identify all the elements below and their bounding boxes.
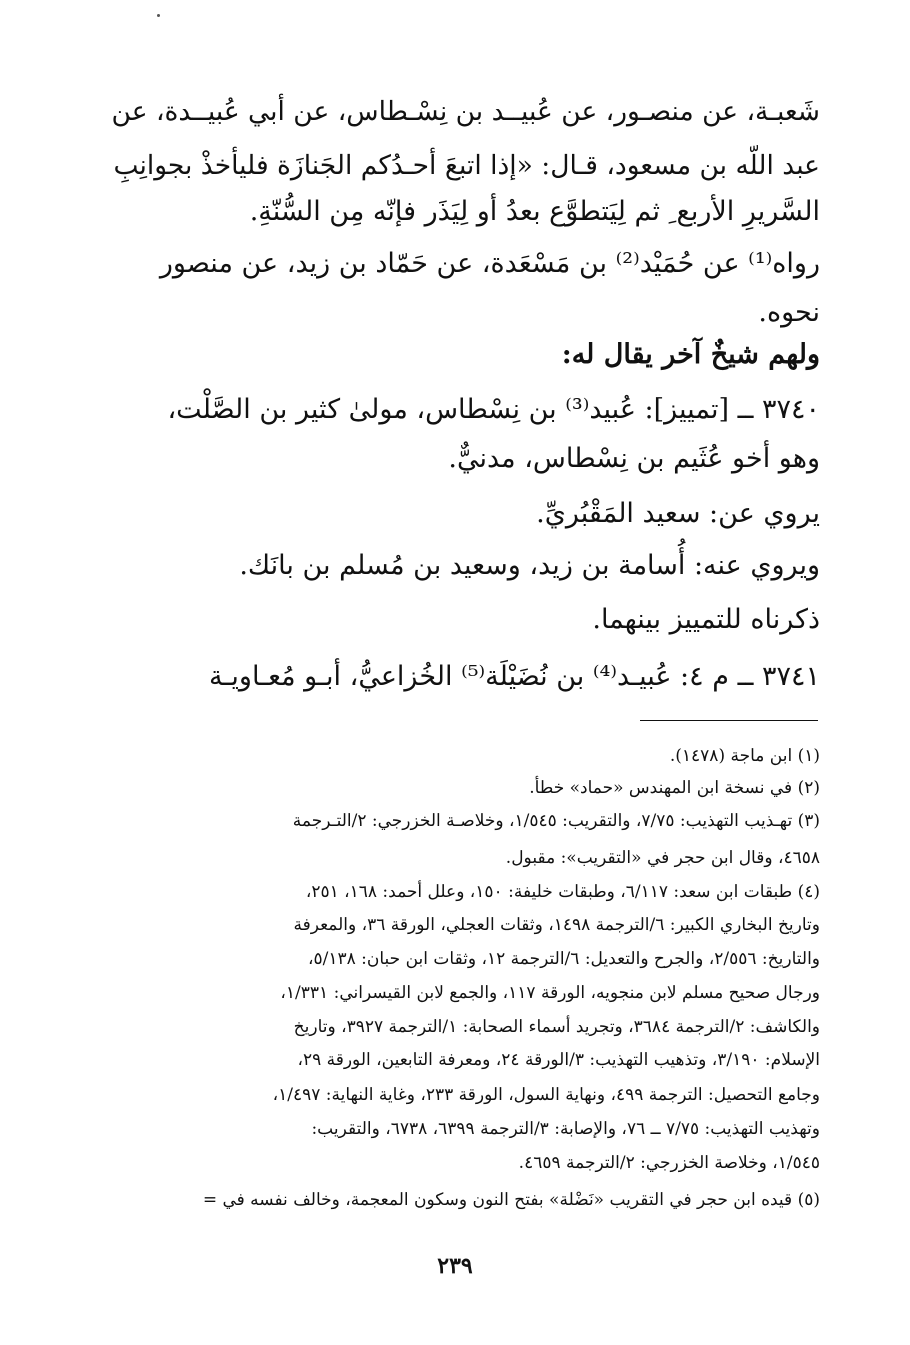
- text-line: شَعبـة، عن منصـور، عن عُبيــد بن نِسْـطاس، عن أبي عُبيــدة، عن: [111, 96, 820, 127]
- text-line: نحوه.: [758, 297, 820, 328]
- footnote-5: (٥) قيده ابن حجر في التقريب «نَضْلة» بفتح النون وسكون المعجمة، وخالف نفسه في =: [202, 1190, 820, 1210]
- text-line: السَّريرِ الأربع ِ ثم لِيَتطوَّع بعدُ أو لِيَذَر فإنّه مِن السُّنّةِ.: [249, 196, 820, 227]
- footnote-line: والكاشف: ٢/الترجمة ٣٦٨٤، وتجريد أسماء الصحابة: ١/الترجمة ٣٩٢٧، وتاريخ: [293, 1017, 820, 1037]
- footnote-2: (٢) في نسخة ابن المهندس «حماد» خطأ.: [529, 778, 820, 798]
- narrates-from: يروي عن: سعيد المَقْبُريِّ.: [536, 498, 820, 529]
- footnote-4: (٤) طبقات ابن سعد: ٦/١١٧، وطبقات خليفة: ١٥٠، وعلل أحمد: ١٦٨، ٢٥١،: [305, 882, 820, 902]
- footnote-separator: [640, 720, 818, 721]
- entry-3741-title: ٣٧٤١ ــ م ٤: عُبيـد⁽⁴⁾ بن نُضَيْلَة⁽⁵⁾ الخُزاعيُّ، أبـو مُعـاويـة: [209, 661, 820, 692]
- text-line: ذكرناه للتمييز بينهما.: [592, 604, 820, 635]
- text-line: وهو أخو عُثَيم بن نِسْطاس، مدنيٌّ.: [448, 443, 820, 474]
- entry-3740-title: ٣٧٤٠ ــ [تمييز]: عُبيد⁽³⁾ بن نِسْطاس، مولىٰ كثير بن الصَّلْت،: [167, 394, 820, 425]
- footnote-3: (٣) تهـذيب التهذيب: ٧/٧٥، والتقريب: ١/٥٤٥، وخلاصـة الخزرجي: ٢/التـرجمة: [292, 811, 820, 831]
- footnote-line: وتاريخ البخاري الكبير: ٦/الترجمة ١٤٩٨، وثقات العجلي، الورقة ٣٦، والمعرفة: [293, 915, 820, 935]
- footnote-line: والتاريخ: ٢/٥٥٦، والجرح والتعديل: ٦/الترجمة ١٢، وثقات ابن حبان: ٥/١٣٨،: [307, 949, 820, 969]
- section-heading: ولهم شيخٌ آخر يقال له:: [561, 339, 820, 370]
- footnote-line: ٤٦٥٨، وقال ابن حجر في «التقريب»: مقبول.: [505, 848, 820, 868]
- text-line: عبد اللّه بن مسعود، قـال: «إذا اتبعَ أحـدُكم الجَنازَة فليأخذْ بجوانِبِ: [113, 150, 820, 181]
- footnote-line: الإسلام: ٣/١٩٠، وتذهيب التهذيب: ٣/الورقة ٢٤، ومعرفة التابعين، الورقة ٢٩،: [297, 1050, 820, 1070]
- footnote-line: ورجال صحيح مسلم لابن منجويه، الورقة ١١٧، والجمع لابن القيسراني: ١/٣٣١،: [280, 983, 820, 1003]
- scan-speck: [157, 14, 160, 17]
- page-number: ٢٣٩: [437, 1253, 473, 1279]
- footnote-1: (١) ابن ماجة (١٤٧٨).: [669, 746, 820, 766]
- text-line: رواه⁽¹⁾ عن حُمَيْد⁽²⁾ بن مَسْعَدة، عن حَمّاد بن زيد، عن منصور: [159, 248, 820, 279]
- narrated-by: ويروي عنه: أُسامة بن زيد، وسعيد بن مُسلم بن بانَك.: [239, 550, 820, 581]
- footnote-line: ١/٥٤٥، وخلاصة الخزرجي: ٢/الترجمة ٤٦٥٩.: [518, 1153, 820, 1173]
- footnote-line: وتهذيب التهذيب: ٧/٧٥ ــ ٧٦، والإصابة: ٣/الترجمة ٦٣٩٩، ٦٧٣٨، والتقريب:: [311, 1119, 820, 1139]
- footnote-line: وجامع التحصيل: الترجمة ٤٩٩، ونهاية السول، الورقة ٢٣٣، وغاية النهاية: ١/٤٩٧،: [272, 1085, 820, 1105]
